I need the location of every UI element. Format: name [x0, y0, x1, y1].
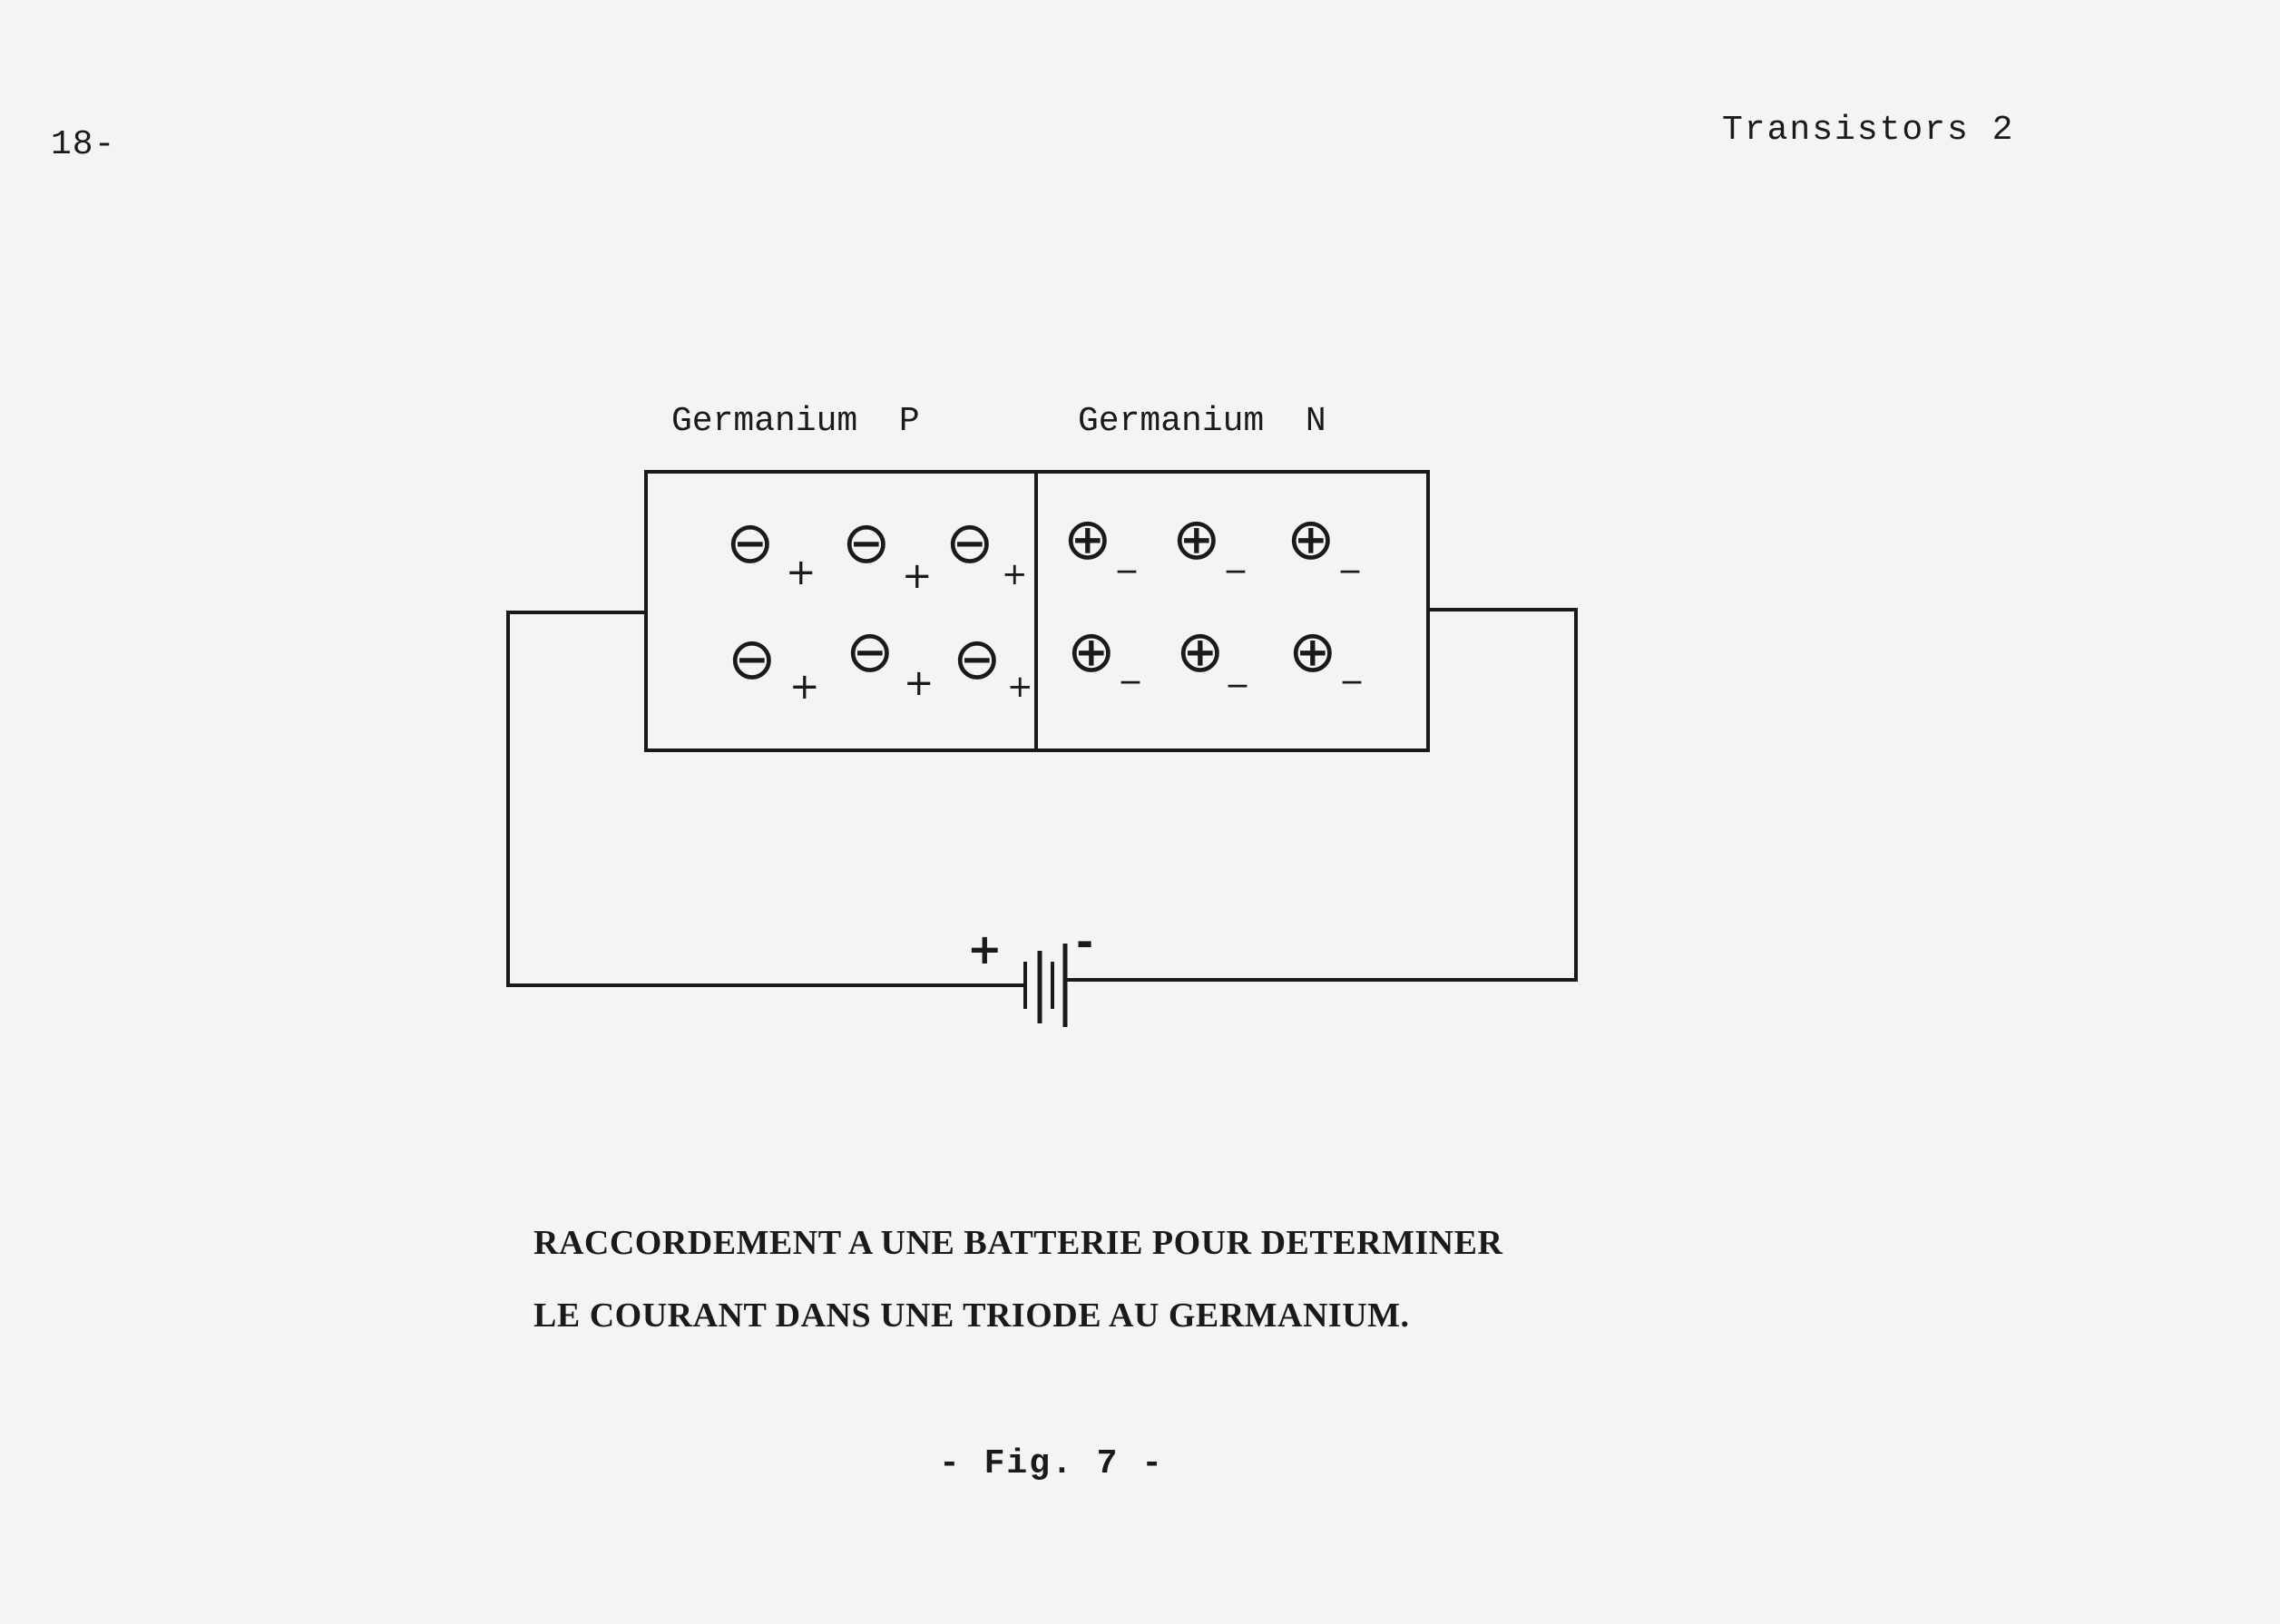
figure-caption — [533, 1207, 1502, 1352]
p-charge-sub: + — [904, 662, 935, 704]
battery-minus-sign: - — [1076, 917, 1094, 966]
n-charge-main: ⊕ — [1063, 506, 1112, 573]
n-charge-main: ⊕ — [1172, 506, 1221, 573]
p-charge-sub: + — [786, 552, 817, 593]
n-charge-main: ⊕ — [1067, 619, 1116, 686]
p-charge-sub: + — [1007, 669, 1033, 705]
n-charge-sub: _ — [1121, 642, 1140, 684]
germanium-p-label: Germanium P — [671, 402, 920, 441]
caption-line-2: LE COURANT DANS UNE TRIODE AU GERMANIUM. — [533, 1296, 1410, 1335]
p-charge-main: ⊖ — [945, 510, 994, 577]
germanium-n-label: Germanium N — [1078, 402, 1326, 441]
n-charge-main: ⊕ — [1287, 506, 1336, 573]
n-charge-sub: _ — [1341, 532, 1359, 573]
page-number: 18- — [51, 125, 116, 164]
battery-plus-sign: + — [967, 925, 1003, 973]
p-charge-sub: + — [902, 555, 933, 597]
battery-icon — [1018, 944, 1065, 1027]
caption-line-1: RACCORDEMENT A UNE BATTERIE POUR DETERMINER — [533, 1224, 1503, 1262]
p-charge-sub: + — [789, 666, 820, 708]
n-charge-sub: _ — [1228, 646, 1247, 688]
n-charge-sub: _ — [1118, 532, 1136, 573]
n-charge-main: ⊕ — [1288, 619, 1337, 686]
p-charge-main: ⊖ — [728, 626, 777, 693]
p-charge-main: ⊖ — [842, 510, 891, 577]
n-charge-sub: _ — [1343, 642, 1361, 684]
n-charge-sub: _ — [1227, 532, 1245, 573]
n-charge-main: ⊕ — [1176, 619, 1225, 686]
running-head: Transistors 2 — [1722, 111, 2015, 150]
p-charge-sub: + — [1002, 556, 1028, 592]
p-charge-main: ⊖ — [726, 510, 775, 577]
figure-number: - Fig. 7 - — [939, 1444, 1165, 1483]
p-charge-main: ⊖ — [846, 619, 895, 686]
p-charge-main: ⊖ — [953, 626, 1002, 693]
